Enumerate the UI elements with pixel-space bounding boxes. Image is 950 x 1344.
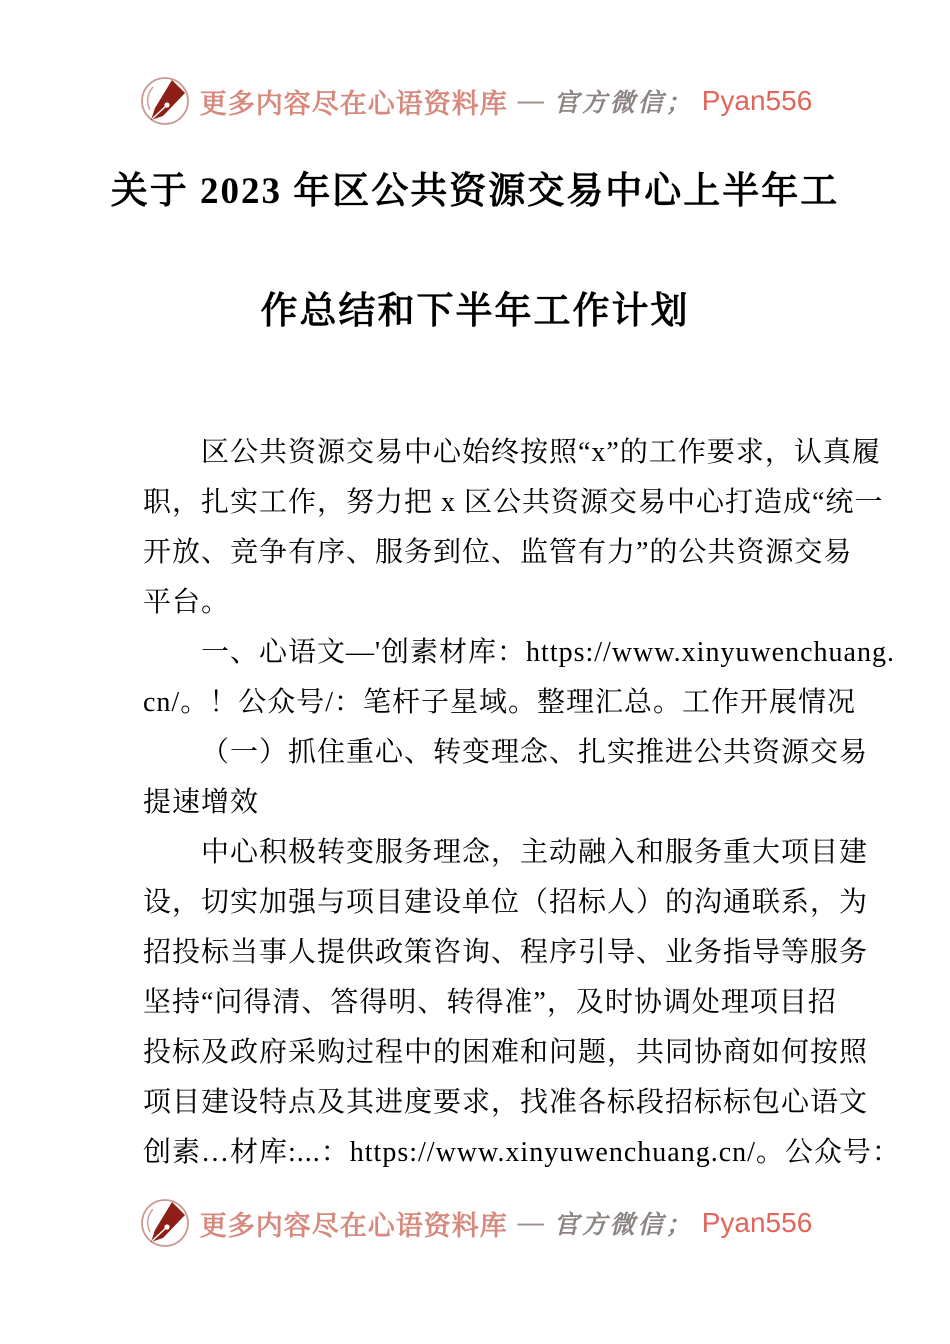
wechat-id: Pyan556	[701, 1207, 813, 1238]
pen-nib-logo-icon	[138, 74, 192, 128]
body-line: 项目建设特点及其进度要求，找准各标段招标标包心语文	[143, 1087, 869, 1118]
watermark-dash: —	[517, 86, 544, 115]
watermark-site-text: 更多内容尽在心语资料库	[199, 1210, 508, 1241]
body-line: 职，扎实工作，努力把 x 区公共资源交易中心打造成“统一	[143, 487, 884, 518]
body-line: 设，切实加强与项目建设单位（招标人）的沟通联系，为	[143, 887, 869, 918]
document-title-line-1: 关于 2023 年区公共资源交易中心上半年工	[110, 171, 840, 212]
footer-watermark-banner	[0, 1196, 950, 1250]
document-title-line-2: 作总结和下半年工作计划	[260, 291, 690, 332]
pen-nib-logo-icon	[138, 1196, 192, 1250]
body-line: 开放、竞争有序、服务到位、监管有力”的公共资源交易	[143, 537, 853, 568]
watermark-dash: —	[517, 1208, 544, 1237]
body-line: 中心积极转变服务理念，主动融入和服务重大项目建	[201, 837, 869, 868]
body-line: 坚持“问得清、答得明、转得准”，及时协调处理项目招	[143, 987, 837, 1018]
watermark-site-text: 更多内容尽在心语资料库	[199, 88, 508, 119]
body-line: 招投标当事人提供政策咨询、程序引导、业务指导等服务	[143, 937, 869, 968]
header-watermark-banner	[0, 74, 950, 128]
body-line: 区公共资源交易中心始终按照“x”的工作要求，认真履	[201, 437, 881, 468]
wechat-label: 官方微信；	[553, 90, 694, 117]
body-line: 平台。	[143, 587, 231, 618]
wechat-label: 官方微信；	[553, 1212, 694, 1239]
body-line: 投标及政府采购过程中的困难和问题，共同协商如何按照	[143, 1037, 869, 1068]
body-line: 一、心语文—'创素材库：https://www.xinyuwenchuang.	[201, 637, 895, 668]
document-body	[143, 425, 901, 1175]
body-line: 提速增效	[143, 787, 260, 818]
body-line: 创素…材库:...：https://www.xinyuwenchuang.cn/。公众号：	[143, 1137, 901, 1168]
body-line: cn/。！公众号/：笔杆子星域。整理汇总。工作开展情况	[143, 687, 856, 718]
wechat-id: Pyan556	[701, 85, 813, 116]
body-line: （一）抓住重心、转变理念、扎实推进公共资源交易	[201, 737, 869, 768]
